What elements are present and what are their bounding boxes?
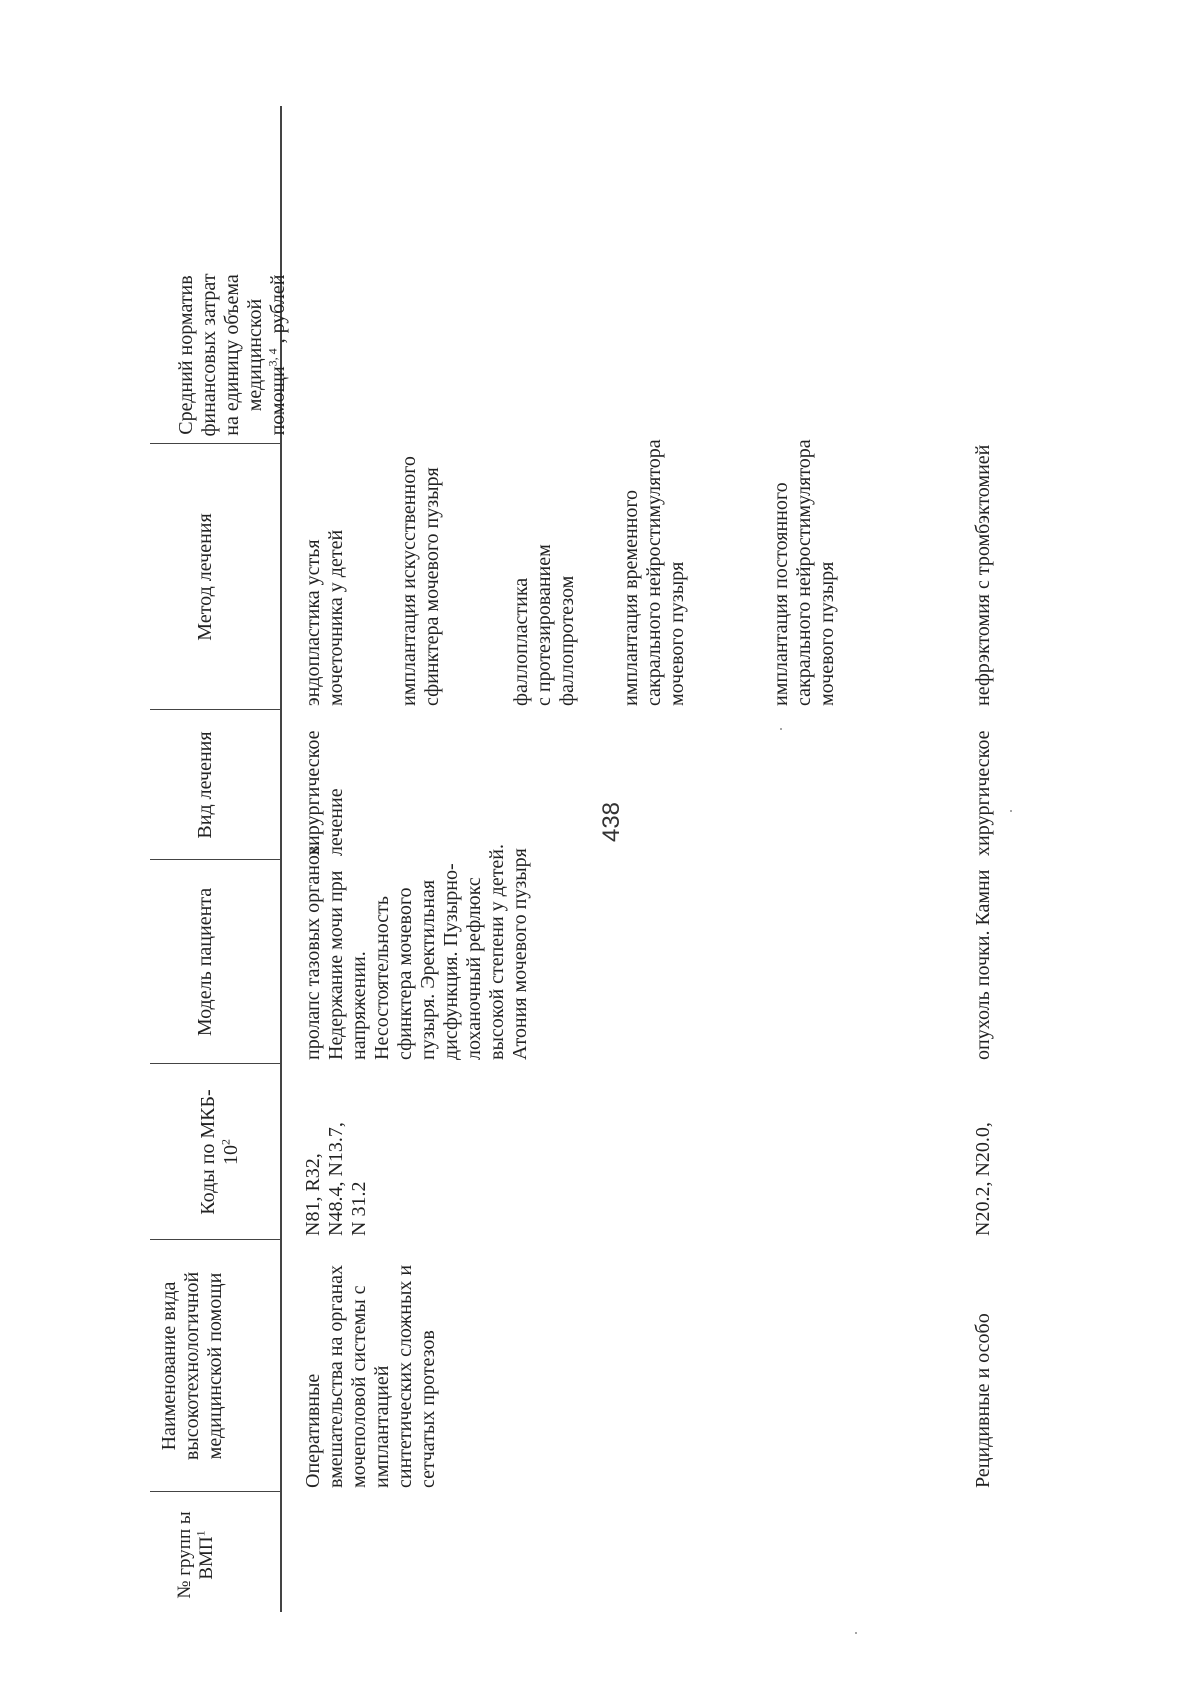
row2-treatment-type: хирургическое [972, 730, 994, 856]
row1-patient-model: пролапс тазовых органов. Недержание мочи при напряжении. Несостоятельность сфинктера мочевого пузыря. Эректильная дисфункция. Пузырно- лоханочный рефлюкс высокой степени у детей. Атония мочевого пузыря [302, 840, 531, 1060]
header-icd-codes: Коды по МКБ- $10^2$ [197, 1089, 242, 1215]
row1-method-3: фаллопластика с протезированием фаллопротезом [510, 544, 578, 706]
row1-method-5: имплантация постоянного сакрального нейростимулятора мочевого пузыря [770, 439, 838, 706]
row1-name: Оперативные вмешательства на органах мочеполовой системы с имплантацией синтетических сложных и сетчатых протезов [302, 1264, 439, 1488]
header-divider [150, 443, 280, 444]
row1-method-1: эндопластика устья мочеточника у детей [302, 529, 347, 706]
row1-method-4: имплантация временного сакрального нейростимулятора мочевого пузыря [620, 439, 688, 706]
header-treatment-type: Вид лечения [194, 731, 216, 839]
row1-treatment-type: хирургическое лечение [302, 730, 347, 856]
header-treatment-method: Метод лечения [194, 513, 216, 641]
header-divider [150, 1063, 280, 1064]
page-number: 438 [598, 801, 625, 843]
row2-method-1: нефрэктомия с тромбэктомией [972, 444, 994, 706]
row2-patient-model: опухоль почки. Камни [972, 869, 994, 1060]
scan-speck [780, 728, 782, 730]
row2-name: Рецидивные и особо [972, 1313, 994, 1488]
row2-icd-codes: N20.2, N20.0, [972, 1122, 994, 1236]
scan-speck [855, 1632, 857, 1634]
header-divider [150, 1239, 280, 1240]
header-cost-standard: Средний норматив финансовых затрат на единицу объема медицинской помощи$^{3, 4}$ , рублей [175, 273, 289, 437]
header-divider [150, 709, 280, 710]
header-name: Наименование вида высокотехнологичной медицинской помощи [158, 1271, 226, 1461]
rotated-table [150, 80, 1200, 1620]
header-group-no: № групп ы ВМП$^1$ [174, 1511, 217, 1599]
scan-speck [1010, 810, 1012, 812]
header-patient-model: Модель пациента [194, 887, 216, 1037]
row1-icd-codes: N81, R32, N48.4, N13.7, N 31.2 [302, 1122, 370, 1236]
row1-method-2: имплантация искусственного сфинктера мочевого пузыря [398, 456, 443, 706]
header-divider [150, 1491, 280, 1492]
header-divider [150, 859, 280, 860]
